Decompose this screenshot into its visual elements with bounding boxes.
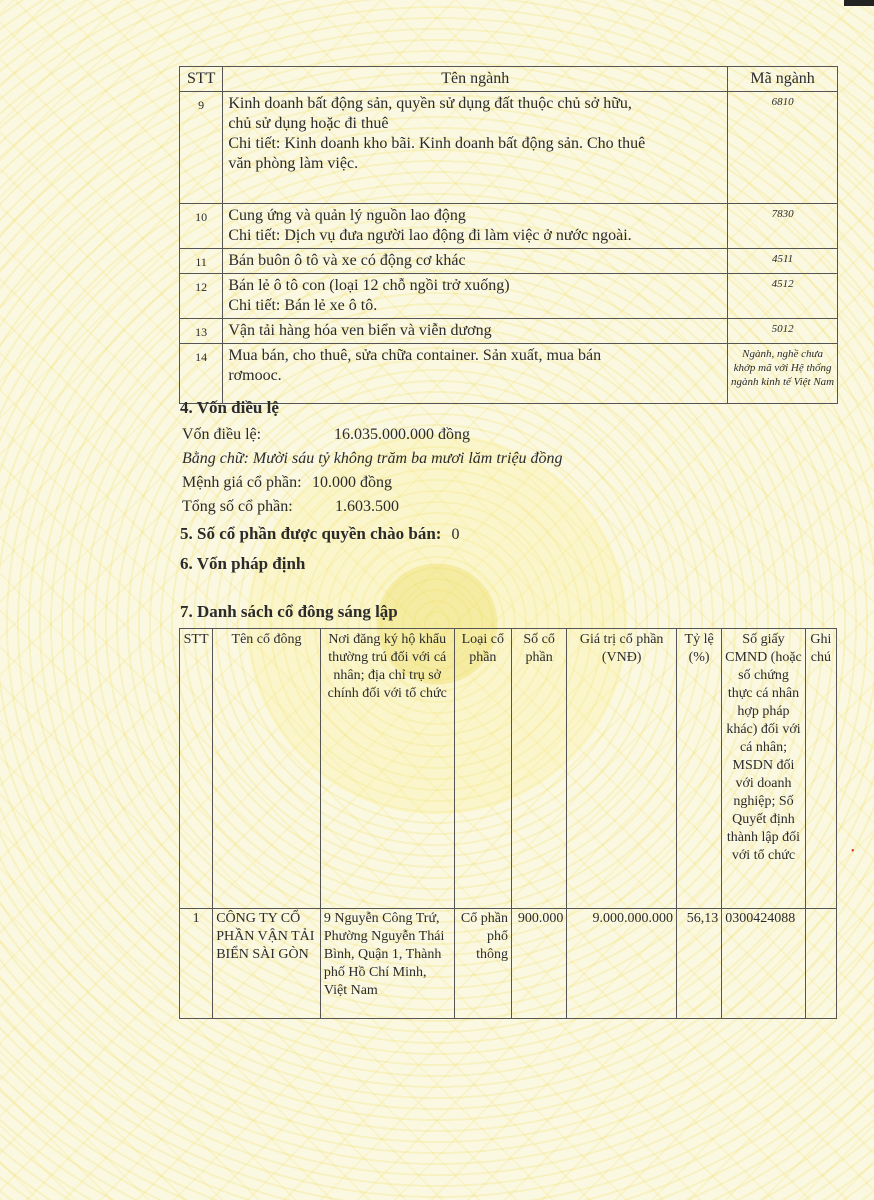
header-stt: STT — [180, 67, 223, 92]
row-industry-code: 4512 — [728, 274, 838, 319]
row-industry-name — [223, 204, 728, 249]
row-line: Kinh doanh bất động sản, quyền sử dụng đất thuộc chủ sở hữu, — [228, 95, 632, 112]
row-stt: 9 — [180, 92, 223, 204]
section-heading-charter-capital: 4. Vốn điều lệ — [180, 398, 279, 417]
section-heading-shares-offered: 5. Số cổ phần được quyền chào bán: — [180, 524, 442, 543]
charter-capital-line — [182, 426, 470, 444]
row-line: văn phòng làm việc. — [228, 155, 359, 172]
row-stt: 13 — [180, 319, 223, 344]
table-row — [180, 319, 838, 344]
row-industry-code: 4511 — [728, 249, 838, 274]
charter-capital-value: 16.035.000.000 đồng — [334, 426, 470, 443]
shares-offered-value: 0 — [451, 526, 460, 543]
total-shares-label: Tổng số cổ phần: — [182, 498, 293, 515]
row-industry-name — [223, 319, 728, 344]
row-industry-code: Ngành, nghề chưa khớp mã với Hệ thống ngành kinh tế Việt Nam — [728, 344, 838, 404]
row-industry-code: 5012 — [728, 319, 838, 344]
charter-capital-label: Vốn điều lệ: — [182, 426, 262, 443]
row-line: Bán buôn ô tô và xe có động cơ khác — [228, 252, 466, 269]
row-industry-name — [223, 274, 728, 319]
header-shareholder-name: Tên cổ đông — [213, 629, 321, 909]
table-row — [180, 344, 838, 404]
row-industry-code: 7830 — [728, 204, 838, 249]
total-shares-value: 1.603.500 — [335, 498, 399, 515]
par-value-value: 10.000 đồng — [312, 474, 392, 491]
row-line: Chi tiết: Kinh doanh kho bãi. Kinh doanh bất động sản. Cho thuê — [228, 135, 646, 152]
founder-name: CÔNG TY CỔ PHẦN VẬN TẢI BIỂN SÀI GÒN — [213, 909, 321, 1019]
row-stt: 11 — [180, 249, 223, 274]
row-stt: 14 — [180, 344, 223, 404]
red-dot-mark: • — [851, 846, 855, 857]
par-value-label: Mệnh giá cổ phần: — [182, 474, 302, 491]
row-line: Chi tiết: Dịch vụ đưa người lao động đi làm việc ở nước ngoài. — [228, 227, 632, 244]
row-line: Chi tiết: Bán lẻ xe ô tô. — [228, 297, 378, 314]
capital-in-words: Bằng chữ: Mười sáu tỷ không trăm ba mươi lăm triệu đồng — [182, 450, 563, 467]
section-heading-founders: 7. Danh sách cổ đông sáng lập — [180, 602, 398, 621]
section-heading-legal-capital: 6. Vốn pháp định — [180, 554, 306, 573]
founder-id-number: 0300424088 — [722, 909, 806, 1019]
table-row — [180, 909, 837, 1019]
shares-offered-line — [180, 524, 459, 544]
header-industry-code: Mã ngành — [728, 67, 838, 92]
header-ratio: Tỷ lệ (%) — [676, 629, 721, 909]
industry-table — [179, 66, 838, 404]
header-address: Nơi đăng ký hộ khẩu thường trú đối với cá nhân; địa chỉ trụ sở chính đối với tổ chức — [320, 629, 454, 909]
table-header-row — [180, 629, 837, 909]
row-industry-name — [223, 92, 728, 204]
row-line: Mua bán, cho thuê, sửa chữa container. Sản xuất, mua bán — [228, 347, 602, 364]
row-line: Bán lẻ ô tô con (loại 12 chỗ ngồi trở xuống) — [228, 277, 510, 294]
table-row — [180, 92, 838, 204]
row-industry-name — [223, 249, 728, 274]
row-stt: 10 — [180, 204, 223, 249]
table-header-row — [180, 67, 838, 92]
row-line: rơmooc. — [228, 367, 282, 384]
row-industry-name — [223, 344, 728, 404]
row-line: Cung ứng và quản lý nguồn lao động — [228, 207, 466, 224]
founder-share-type: Cổ phần phổ thông — [454, 909, 511, 1019]
founder-share-value: 9.000.000.000 — [567, 909, 677, 1019]
total-shares-line — [182, 498, 399, 516]
header-share-count: Số cổ phần — [511, 629, 566, 909]
row-industry-code: 6810 — [728, 92, 838, 204]
header-stt: STT — [180, 629, 213, 909]
founders-table — [179, 628, 837, 1019]
par-value-line — [182, 474, 392, 492]
founder-ratio: 56,13 — [676, 909, 721, 1019]
header-id-number: Số giấy CMND (hoặc số chứng thực cá nhân hợp pháp khác) đối với cá nhân; MSDN đối với doanh nghiệp; Số Quyết định thành lập đối với tổ chức — [722, 629, 806, 909]
row-line: chủ sử dụng hoặc đi thuê — [228, 115, 389, 132]
table-row — [180, 249, 838, 274]
header-share-value: Giá trị cổ phần (VNĐ) — [567, 629, 677, 909]
row-line: Vận tải hàng hóa ven biển và viễn dương — [228, 322, 492, 339]
header-industry-name: Tên ngành — [223, 67, 728, 92]
founder-note — [805, 909, 836, 1019]
founder-address: 9 Nguyễn Công Trứ, Phường Nguyễn Thái Bình, Quận 1, Thành phố Hồ Chí Minh, Việt Nam — [320, 909, 454, 1019]
table-row — [180, 274, 838, 319]
table-row — [180, 204, 838, 249]
founder-share-count: 900.000 — [511, 909, 566, 1019]
header-note: Ghi chú — [805, 629, 836, 909]
founder-stt: 1 — [180, 909, 213, 1019]
row-stt: 12 — [180, 274, 223, 319]
header-share-type: Loại cổ phần — [454, 629, 511, 909]
